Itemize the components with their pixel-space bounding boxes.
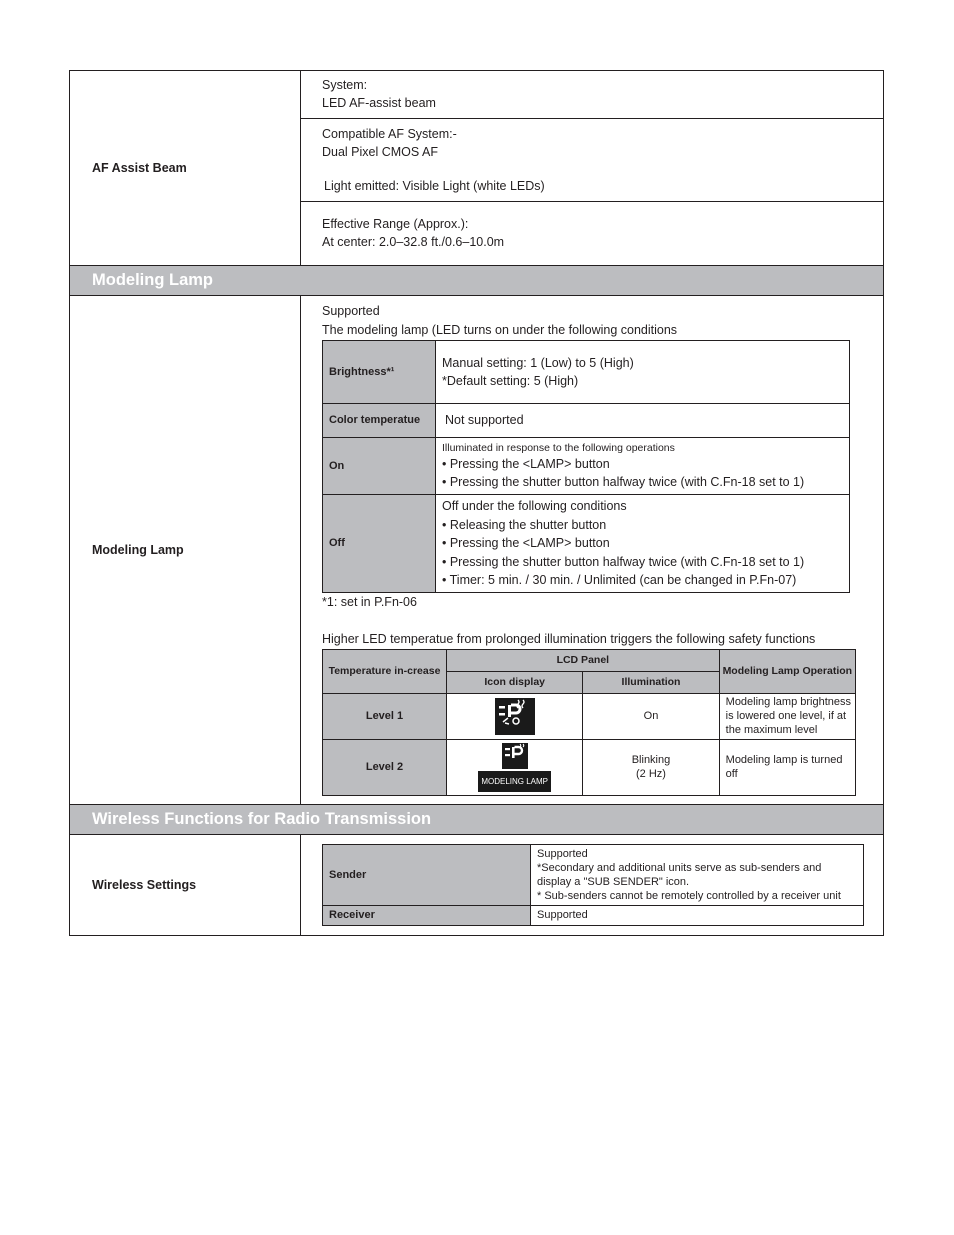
brightness-line2: *Default setting: 5 (High) bbox=[442, 374, 579, 388]
af-assist-row bbox=[70, 71, 884, 266]
brightness-line1: Manual setting: 1 (Low) to 5 (High) bbox=[442, 355, 634, 370]
wireless-label: Wireless Settings bbox=[92, 877, 197, 892]
on-label: On bbox=[323, 438, 436, 495]
off-line5: • Timer: 5 min. / 30 min. / Unlimited (can be changed in P.Fn-07) bbox=[442, 573, 797, 587]
sender-line3: * Sub-senders cannot be remotely controlled by a receiver unit bbox=[537, 889, 841, 902]
level1-illumination: On bbox=[583, 693, 719, 739]
safety-intro: Higher LED temperatue from prolonged illumination triggers the following safety functions bbox=[322, 631, 816, 646]
color-temp-value: Not supported bbox=[436, 404, 850, 438]
modeling-supported: Supported bbox=[322, 304, 380, 318]
af-compat-title: Compatible AF System:- bbox=[322, 127, 457, 141]
modeling-lamp-heat-icon bbox=[495, 698, 535, 735]
af-range-title: Effective Range (Approx.): bbox=[322, 217, 469, 231]
modeling-intro: The modeling lamp (LED turns on under the following conditions bbox=[322, 323, 678, 337]
icon-header: Icon display bbox=[447, 671, 583, 693]
level1-operation: Modeling lamp brightness is lowered one level, if at the maximum level bbox=[719, 693, 855, 739]
spec-page bbox=[69, 70, 884, 936]
af-range-value: At center: 2.0–32.8 ft./0.6–10.0m bbox=[322, 235, 505, 249]
footnote: *1: set in P.Fn-06 bbox=[322, 594, 417, 609]
wireless-section-title: Wireless Functions for Radio Transmission bbox=[92, 809, 432, 828]
modeling-lamp-indicator: MODELING LAMP bbox=[478, 771, 551, 792]
brightness-label: Brightness*¹ bbox=[323, 341, 436, 404]
off-line2: • Releasing the shutter button bbox=[442, 517, 607, 532]
af-system-title: System: bbox=[322, 78, 368, 92]
modeling-section-title: Modeling Lamp bbox=[92, 271, 213, 289]
level2-illumination-1: Blinking bbox=[631, 754, 671, 766]
color-temp-label: Color temperatue bbox=[323, 404, 436, 438]
op-header: Modeling Lamp Operation bbox=[719, 649, 855, 693]
af-compat-value: Dual Pixel CMOS AF bbox=[322, 145, 439, 159]
af-system-value: LED AF-assist beam bbox=[322, 96, 436, 110]
af-assist-label: AF Assist Beam bbox=[92, 161, 187, 175]
temp-header: Temperature in-crease bbox=[323, 649, 447, 693]
off-line1: Off under the following conditions bbox=[442, 499, 627, 513]
wireless-row bbox=[70, 834, 884, 935]
on-line2: • Pressing the <LAMP> button bbox=[442, 456, 610, 471]
temperature-table bbox=[322, 649, 856, 796]
modeling-lamp-off-icon bbox=[502, 743, 528, 769]
off-line3: • Pressing the <LAMP> button bbox=[442, 536, 610, 550]
sender-label: Sender bbox=[323, 844, 531, 905]
level2-operation: Modeling lamp is turned off bbox=[719, 739, 855, 795]
off-line4: • Pressing the shutter button halfway twice (with C.Fn-18 set to 1) bbox=[442, 554, 805, 569]
receiver-value: Supported bbox=[531, 905, 864, 925]
sender-line2: *Secondary and additional units serve as sub-senders and display a "SUB SENDER" icon. bbox=[537, 861, 822, 888]
wireless-section-header bbox=[70, 804, 884, 834]
lcd-header: LCD Panel bbox=[447, 649, 720, 671]
level1-label: Level 1 bbox=[323, 693, 447, 739]
sender-line1: Supported bbox=[537, 847, 588, 860]
on-line1: Illuminated in response to the following operations bbox=[442, 441, 675, 454]
level2-illumination-2: (2 Hz) bbox=[636, 768, 666, 780]
on-line3: • Pressing the shutter button halfway twice (with C.Fn-18 set to 1) bbox=[442, 475, 805, 489]
af-light-emitted: Light emitted: Visible Light (white LEDs) bbox=[324, 179, 545, 193]
off-label: Off bbox=[323, 495, 436, 593]
modeling-lamp-row bbox=[70, 296, 884, 805]
spec-table bbox=[69, 70, 884, 936]
illum-header: Illumination bbox=[583, 671, 719, 693]
receiver-label: Receiver bbox=[323, 905, 531, 925]
modeling-section-header bbox=[70, 266, 884, 296]
level2-label: Level 2 bbox=[323, 739, 447, 795]
modeling-lamp-table bbox=[322, 340, 850, 593]
wireless-table bbox=[322, 844, 864, 926]
modeling-lamp-label: Modeling Lamp bbox=[92, 542, 184, 557]
